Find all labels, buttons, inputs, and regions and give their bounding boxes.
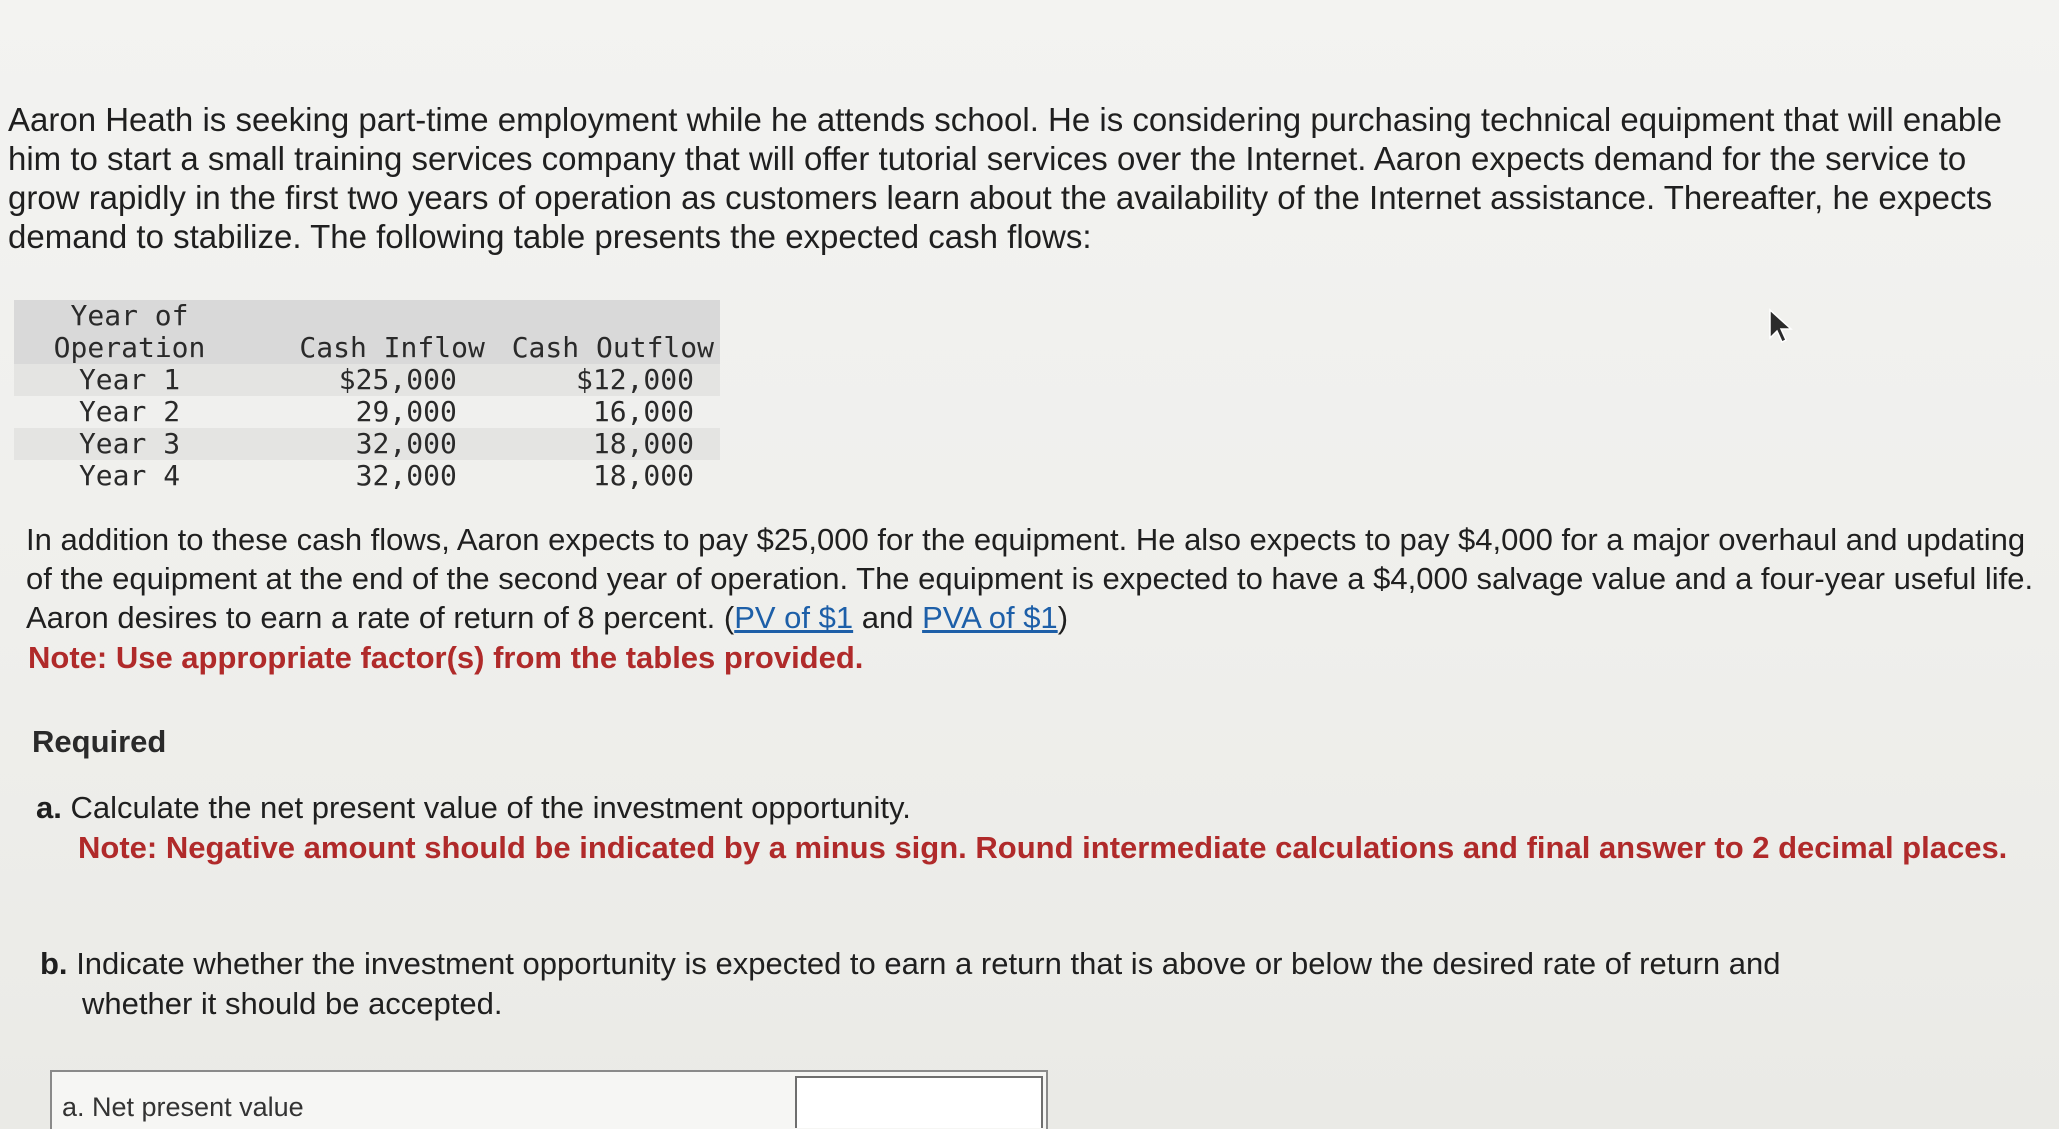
question-a-text: Calculate the net present value of the investment opportunity. xyxy=(70,790,911,825)
header-cash-inflow: Cash Inflow xyxy=(245,300,491,364)
net-present-value-label: a. Net present value xyxy=(62,1092,304,1122)
cell-outflow: 18,000 xyxy=(592,459,694,492)
addition-paragraph xyxy=(26,520,2036,637)
cell-inflow: 32,000 xyxy=(355,459,457,492)
question-a-note: Note: Negative amount should be indicated by a minus sign. Round intermediate calculations and final answer to 2 decimal places. xyxy=(78,830,2008,865)
factor-tables-note: Note: Use appropriate factor(s) from the tables provided. xyxy=(28,640,864,675)
cell-year: Year 1 xyxy=(14,364,245,396)
cell-outflow: $12,000 xyxy=(491,364,720,396)
question-a xyxy=(36,788,2026,868)
table-row xyxy=(14,364,720,396)
addition-and: and xyxy=(853,600,923,635)
question-a-label: a. xyxy=(36,790,62,825)
cell-inflow: 32,000 xyxy=(245,428,491,460)
answer-table xyxy=(50,1070,1048,1129)
table-header-row xyxy=(14,300,720,364)
cell-inflow: 29,000 xyxy=(355,395,457,428)
cell-outflow: 16,000 xyxy=(592,395,694,428)
table-row xyxy=(14,396,720,428)
header-year-of-operation xyxy=(14,300,245,364)
net-present-value-input[interactable] xyxy=(795,1076,1043,1128)
header-cash-outflow: Cash Outflow xyxy=(491,300,720,364)
table-row xyxy=(14,428,720,460)
addition-close-paren: ) xyxy=(1057,600,1069,635)
table-row xyxy=(14,460,720,492)
cell-year: Year 4 xyxy=(78,459,181,492)
question-b-text: Indicate whether the investment opportunity is expected to earn a return that is above or below the desired rate of return and xyxy=(76,946,1781,981)
question-b xyxy=(40,944,2020,1024)
cell-year: Year 2 xyxy=(78,395,181,428)
required-heading: Required xyxy=(32,724,167,759)
cell-inflow: $25,000 xyxy=(245,364,491,396)
question-b-text-cont: whether it should be accepted. xyxy=(82,986,503,1021)
question-b-label: b. xyxy=(40,946,68,981)
pva-of-1-link[interactable]: PVA of $1 xyxy=(922,600,1058,635)
pv-of-1-link[interactable]: PV of $1 xyxy=(734,600,854,635)
mouse-pointer-icon xyxy=(1768,308,1794,344)
addition-text: In addition to these cash flows, Aaron expects to pay $25,000 for the equipment. He also expects to pay $4,000 for a major overhaul and updating of the equipment at the end of the second year of operation. The equipment is expected to have a $4,000 salvage value and a four-year useful life. Aaron desires to earn a rate of return of 8 percent. ( xyxy=(26,522,2034,635)
header-year-line1: Year of xyxy=(70,299,189,332)
cell-year: Year 3 xyxy=(14,428,245,460)
intro-paragraph: Aaron Heath is seeking part-time employment while he attends school. He is considering purchasing technical equipment that will enable him to start a small training services company that will offer tutorial services over the Internet. Aaron expects demand for the service to grow rapidly in the first two years of operation as customers learn about the availability of the Internet assistance. Thereafter, he expects demand to stabilize. The following table presents the expected cash flows: xyxy=(8,101,2002,255)
header-year-line2: Operation xyxy=(53,331,206,364)
cell-outflow: 18,000 xyxy=(491,428,720,460)
cash-flow-table xyxy=(14,300,720,492)
